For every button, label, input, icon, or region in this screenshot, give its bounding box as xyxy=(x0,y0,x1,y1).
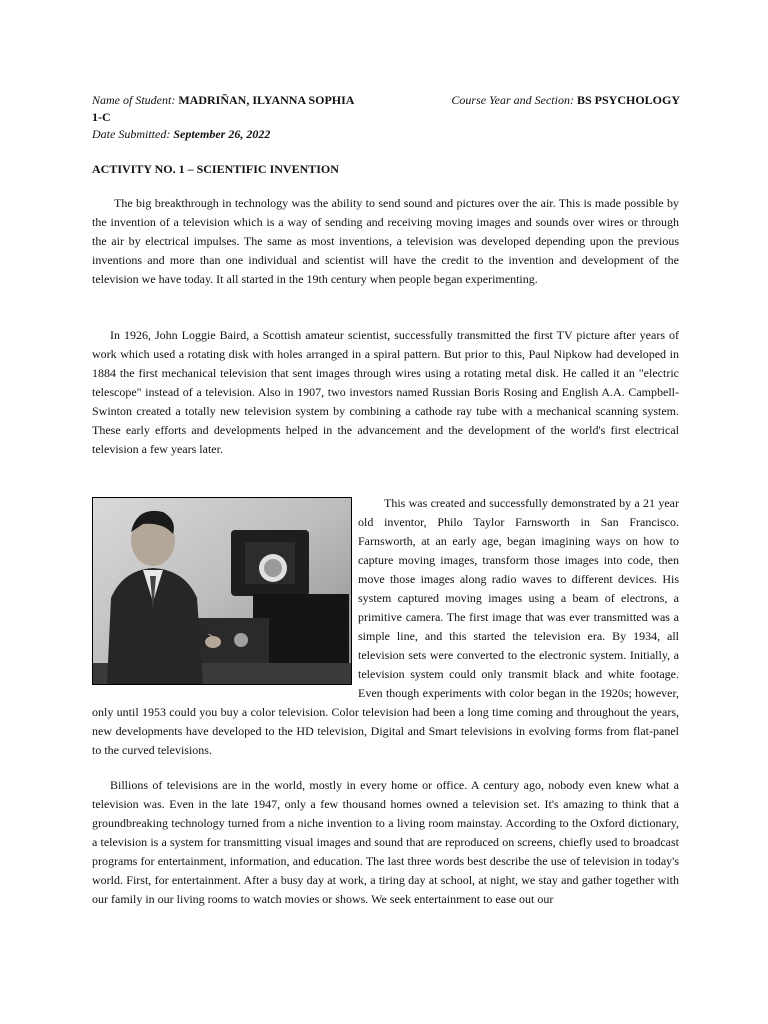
farnsworth-television-photo xyxy=(92,497,352,685)
student-name-line xyxy=(92,92,354,109)
date-value: September 26, 2022 xyxy=(173,127,271,141)
name-label: Name of Student: xyxy=(92,93,176,107)
date-line xyxy=(92,126,680,143)
header-row-1 xyxy=(92,92,680,109)
date-label: Date Submitted: xyxy=(92,127,171,141)
course-line xyxy=(451,92,680,109)
name-value: MADRIÑAN, ILYANNA SOPHIA xyxy=(178,93,355,107)
student-header xyxy=(92,92,680,143)
paragraph-3: This was created and successfully demonstrated by a 21 year old inventor, Philo Taylor Farnsworth in San Francisco. Farnsworth, at an early age, began imagining ways on how to capture moving images, transform those images into code, then move those images along radio waves to different devices. His system captured moving images using a beam of electrons, a primitive camera. The first image that was ever transmitted was a simple line, and this started the television era. By 1934, all television sets were converted to the electronic system. Initially, a television system could only transmit black and white footage. Even though experiments with color began in the 1920s; however, only until 1953 could you buy a color television. Color television had been a long time coming and throughout the years, new developments have developed to the HD television, Digital and Smart televisions in evolving forms from flat-panel to the curved televisions. xyxy=(92,496,679,757)
section-value: 1-C xyxy=(92,110,111,124)
paragraph-4: Billions of televisions are in the world, mostly in every home or office. A century ago, nobody even knew what a television was. Even in the late 1947, only a few thousand homes owned a television set. It's amazing to think that a groundbreaking technology turned from a niche invention to a living room mainstay. According to the Oxford dictionary, a television is a system for transmitting visual images and sound that are reproduced on screens, chiefly used to broadcast programs for entertainment, information, and education. The last three words best describe the use of television in today's world. First, for entertainment. After a busy day at work, a tiring day at school, at night, we stay and gather together with our family in our living rooms to watch movies or shows. We seek entertainment to ease out our xyxy=(92,778,679,906)
paragraph-1: The big breakthrough in technology was the ability to send sound and pictures over the air. This is made possible by the invention of a television which is a way of sending and receiving moving images and sounds over wires or through the air by electrical impulses. The same as most inventions, a television was developed depending upon the previous inventions and more than one individual and scientist will have the credit to the invention and development of the television we have today. It all started in the 19th century when people began experimenting. xyxy=(92,196,679,286)
paragraph-2: In 1926, John Loggie Baird, a Scottish amateur scientist, successfully transmitted the first TV picture after years of work which used a rotating disk with holes arranged in a spiral pattern. But prior to this, Paul Nipkow had developed in 1884 the first mechanical television that sent images through wires using a rotating metal disk. He called it an "electric telescope" instead of a television. Also in 1907, two investors named Russian Boris Rosing and English A.A. Campbell-Swinton created a totally new television system by combining a cathode ray tube with a mechanical scanning system. These early efforts and developments helped in the advancement and the development of the world's first electrical television a few years later. xyxy=(92,328,679,456)
course-value: BS PSYCHOLOGY xyxy=(576,93,680,107)
paragraph-3-block xyxy=(92,494,679,760)
course-label: Course Year and Section: xyxy=(451,93,574,107)
activity-title: ACTIVITY NO. 1 – SCIENTIFIC INVENTION xyxy=(92,162,339,176)
